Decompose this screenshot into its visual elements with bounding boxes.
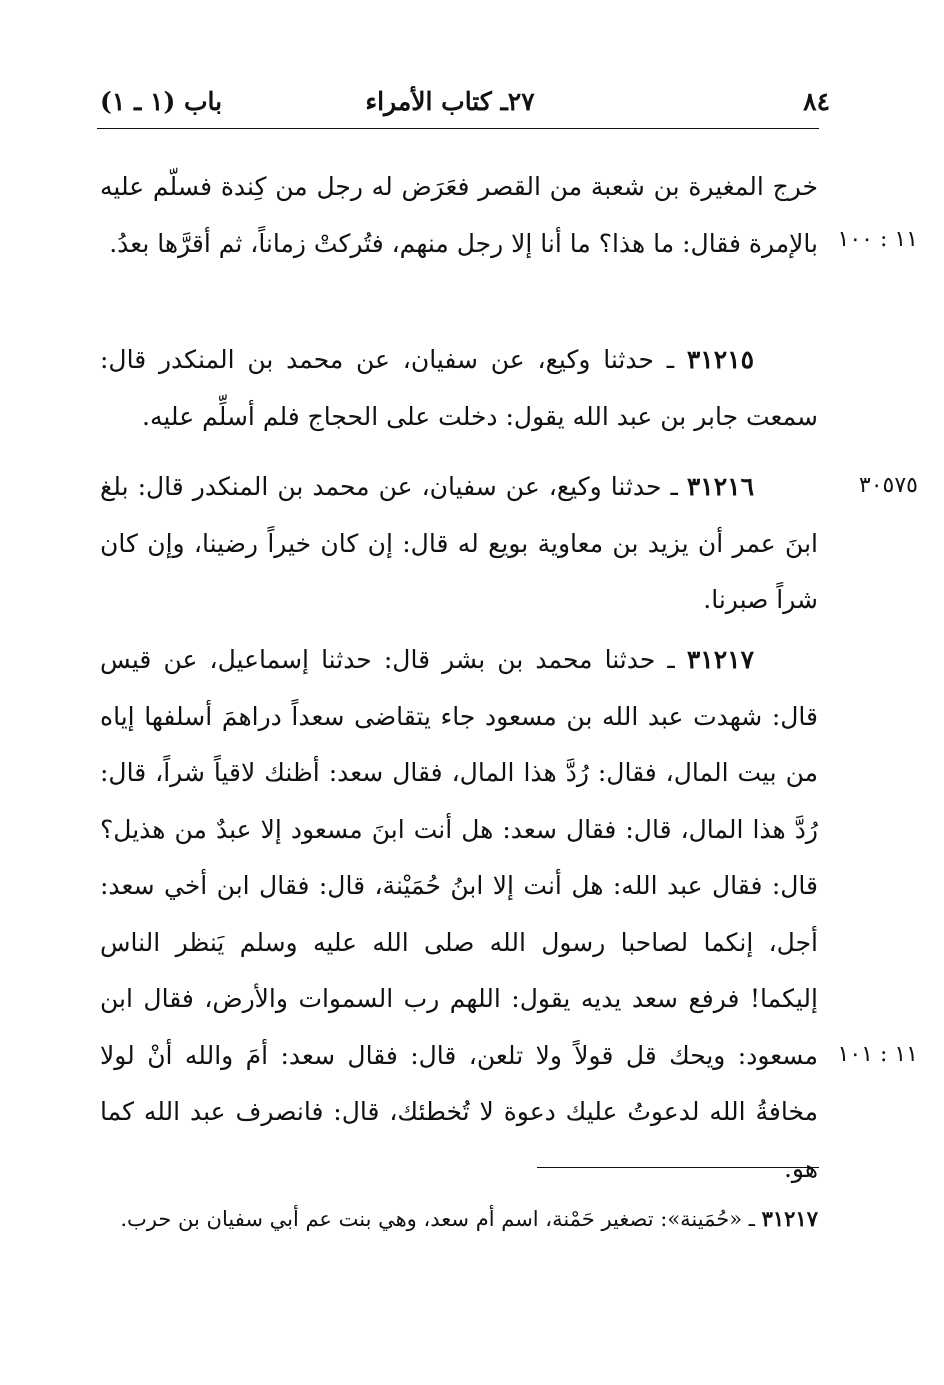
footnote <box>100 1196 818 1242</box>
paragraph <box>100 159 818 272</box>
paragraph-text: ـ حدثنا محمد بن بشر قال: حدثنا إسماعيل، عن قيس قال: شهدت عبد الله بن مسعود جاء يتقاضى سعداً دراهمَ أسلفها إياه من بيت المال، فقال: رُدَّ هذا المال، فقال سعد: أظنك لاقياً شراً، قال: رُدَّ هذا المال، قال: فقال سعد: هل أنت ابنَ مسعود إلا عبدٌ من هذيل؟ قال: فقال عبد الله: هل أنت إلا ابنُ حُمَيْنة، قال: فقال ابن أخي سعد: أجل، إنكما لصاحبا رسول الله صلى الله عليه وسلم يَنظر الناس إليكما! فرفع سعد يديه يقول: اللهم رب السموات والأرض، فقال ابن مسعود: ويحك قل قولاً ولا تلعن، قال: فقال سعد: أمَ والله أنْ لولا مخافةُ الله لدعوتُ عليك دعوة لا تُخطئك، قال: فانصرف عبد الله كما هو. <box>100 645 818 1183</box>
hadith-number: ٣١٢١٧ <box>686 645 754 674</box>
paragraph-text: ـ حدثنا وكيع، عن سفيان، عن محمد بن المنكدر قال: سمعت جابر بن عبد الله يقول: دخلت على الحجاج فلم أسلِّم عليه. <box>100 345 818 431</box>
footnote-text: ـ «حُمَينة»: تصغير حَمْنة، اسم أم سعد، وهي بنت عم أبي سفيان بن حرب. <box>120 1207 762 1231</box>
margin-ref: ١١ : ١٠٠ <box>837 227 918 252</box>
hadith-paragraph <box>100 332 818 445</box>
footnote-rule <box>537 1167 819 1168</box>
hadith-paragraph <box>100 459 818 629</box>
margin-ref: ٣٠٥٧٥ <box>858 473 918 498</box>
footnote-number: ٣١٢١٧ <box>761 1206 818 1231</box>
margin-ref: ١١ : ١٠١ <box>837 1042 918 1067</box>
hadith-number: ٣١٢١٥ <box>686 345 754 374</box>
paragraph-text: ـ حدثنا وكيع، عن سفيان، عن محمد بن المنكدر قال: بلغ ابنَ عمر أن يزيد بن معاوية بويع له قال: إن كان خيراً رضينا، وإن كان شراً صبرنا. <box>100 472 818 614</box>
paragraph-text: خرج المغيرة بن شعبة من القصر فعَرَض له رجل من كِندة فسلّم عليه بالإمرة فقال: ما هذا؟ ما أنا إلا رجل منهم، فتُركتْ زماناً، ثم أقرَّها بعدُ. <box>100 172 818 258</box>
chapter-label: باب (١ ـ ١) <box>100 87 223 116</box>
hadith-paragraph <box>100 632 818 1197</box>
book-title: ٢٧ـ كتاب الأمراء <box>365 87 535 116</box>
hadith-number: ٣١٢١٦ <box>686 472 754 501</box>
header-rule <box>97 128 819 129</box>
page-number: ٨٤ <box>803 87 830 116</box>
